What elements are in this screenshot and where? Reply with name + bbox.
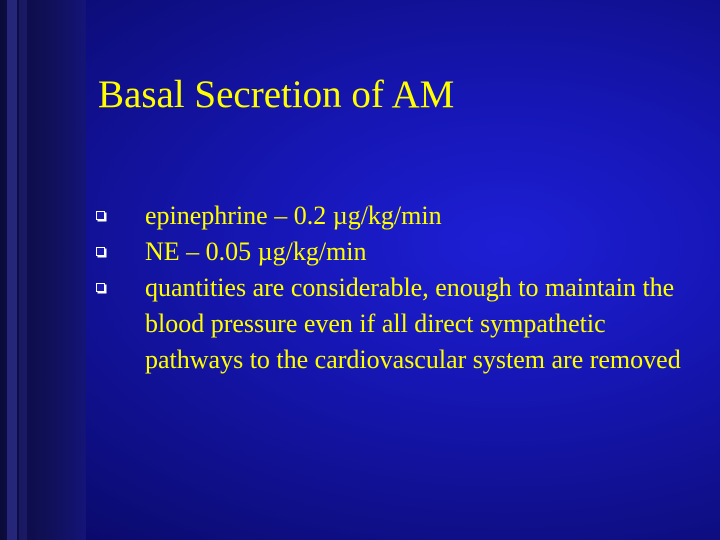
hollow-square-bullet-icon: [96, 283, 105, 292]
decorative-side-strip: [0, 0, 86, 540]
bullet-item: [96, 270, 696, 378]
slide-title: Basal Secretion of AM: [98, 73, 455, 116]
bullet-item: [96, 198, 696, 234]
bullet-item: [96, 234, 696, 270]
decorative-squares: [16, 0, 30, 540]
hollow-square-bullet-icon: [96, 211, 105, 220]
bullet-text: quantities are considerable, enough to maintain the blood pressure even if all direct sympathetic pathways to the cardiovascular system are removed: [145, 273, 681, 374]
bullet-list: [96, 198, 696, 378]
bullet-text: epinephrine – 0.2 µg/kg/min: [145, 201, 442, 230]
bullet-text: NE – 0.05 µg/kg/min: [145, 237, 367, 266]
hollow-square-bullet-icon: [96, 247, 105, 256]
